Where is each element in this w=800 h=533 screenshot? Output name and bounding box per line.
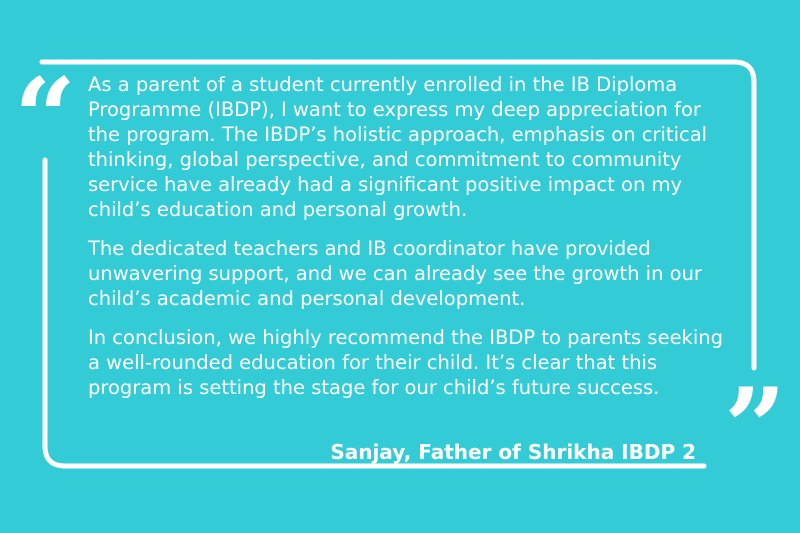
testimonial-paragraph-3: In conclusion, we highly recommend the IBDP to parents seeking a well-rounded education for their child. It’s clear that this program is setting the stage for our child’s future success. <box>88 326 724 399</box>
close-quote-icon: ” <box>724 365 787 491</box>
testimonial-body <box>88 72 728 414</box>
open-quote-icon: “ <box>14 55 77 181</box>
testimonial-paragraph-1: As a parent of a student currently enrolled in the IB Diploma Programme (IBDP), I want to express my deep appreciation for the program. The IBDP’s holistic approach, emphasis on critical thinking, global perspective, and commitment to community service have already had a significant positive impact on my child’s education and personal growth. <box>88 73 708 221</box>
testimonial-attribution: Sanjay, Father of Shrikha IBDP 2 <box>330 440 696 464</box>
testimonial-paragraph-2: The dedicated teachers and IB coordinator have provided unwavering support, and we can already see the growth in our child’s academic and personal development. <box>88 237 702 310</box>
